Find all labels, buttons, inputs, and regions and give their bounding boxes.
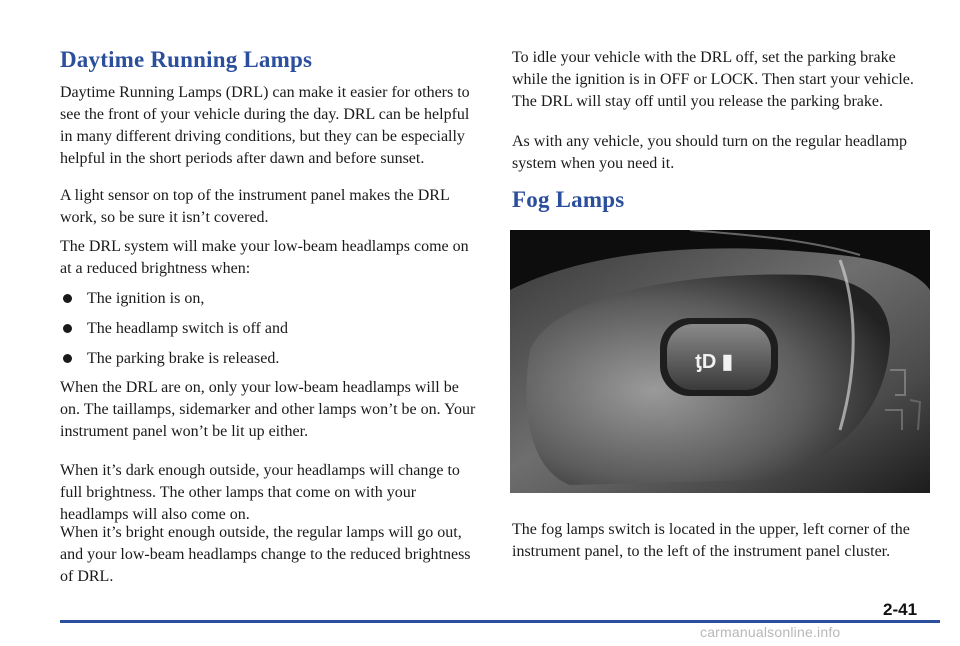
list-item: The parking brake is released. [60, 348, 478, 378]
section-heading-fog-lamps: Fog Lamps [512, 187, 625, 212]
paragraph-drl-intro: Daytime Running Lamps (DRL) can make it easier for others to see the front of your vehicle during the day. DRL can be helpful in many different driving conditions, but they can be especially helpful in the short periods after dawn and before sunset. [60, 84, 470, 167]
paragraph-regular-headlamps: As with any vehicle, you should turn on the regular headlamp system when you need it. [512, 133, 908, 172]
paragraph-light-sensor: A light sensor on top of the instrument panel makes the DRL work, so be sure it isn’t covered. [60, 187, 450, 226]
photo-caption: The fog lamps switch is located in the upper, left corner of the instrument panel, to the left of the instrument panel cluster. [512, 521, 910, 560]
bullet-icon [63, 324, 72, 333]
paragraph-bright-outside: When it’s bright enough outside, the regular lamps will go out, and your low-beam headlamps change to the reduced brightness of DRL. [60, 524, 471, 585]
fog-lamp-symbol: ƫD ▮ [695, 351, 733, 373]
paragraph-drl-on: When the DRL are on, only your low-beam headlamps will be on. The taillamps, sidemarker and other lamps won’t be on. Your instrument panel won’t be lit up either. [60, 379, 476, 440]
fog-lamp-switch-image [510, 230, 930, 493]
list-item: The ignition is on, [60, 288, 478, 318]
list-item: The headlamp switch is off and [60, 318, 478, 348]
watermark: carmanualsonline.info [700, 624, 841, 640]
page-number: 2-41 [880, 600, 920, 620]
paragraph-dark-outside: When it’s dark enough outside, your headlamps will change to full brightness. The other lamps that come on with your headlamps will also come on. [60, 462, 460, 523]
fog-lamp-switch-photo [510, 230, 930, 493]
bullet-icon [63, 294, 72, 303]
section-heading-drl: Daytime Running Lamps [60, 47, 313, 72]
paragraph-drl-conditions: The DRL system will make your low-beam headlamps come on at a reduced brightness when: [60, 238, 469, 277]
conditions-list [60, 288, 478, 378]
paragraph-idle-drl-off: To idle your vehicle with the DRL off, set the parking brake while the ignition is in OFF or LOCK. Then start your vehicle. The DRL will stay off until you release the parking brake. [512, 49, 914, 110]
bullet-icon [63, 354, 72, 363]
footer-rule [60, 620, 940, 623]
